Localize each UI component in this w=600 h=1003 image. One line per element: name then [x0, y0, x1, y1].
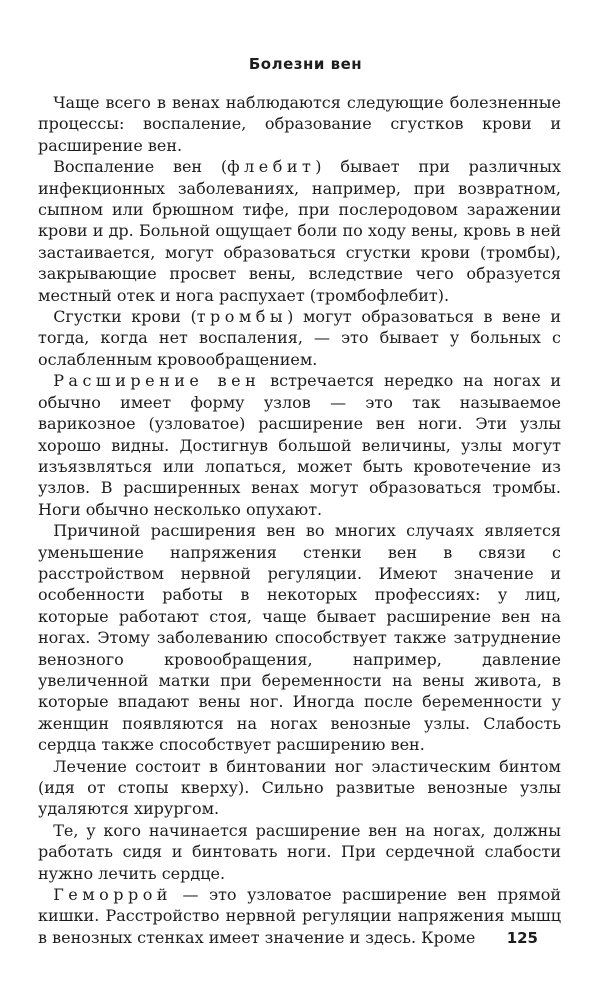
emphasized-term: Геморрой [53, 885, 172, 905]
paragraph-text: ) могут образоваться в вене и тогда, когда нет воспаления, — это бывает у больных с ослабленным кровообращением. [38, 307, 562, 369]
paragraph-causes: Причиной расширения вен во многих случаях является уменьшение напряжения стенки вен в связи с расстройством нервной регуляции. Имеют значение и особенности работы в некоторых профессиях: у лиц, которые работают стоя, чаще бывает расширение вен на ногах. Этому заболеванию способствует также затруднение венозного кровообращения, например, давление увеличенной матки при беременности на вены живота, в которые впадают вены ног. Иногда после беременности у женщин появляются на ногах венозные узлы. Слабость сердца также способствует расширению вен. [38, 521, 561, 755]
emphasized-term: тромбы [196, 307, 288, 327]
paragraph-thrombi [38, 306, 561, 370]
paragraph-intro: Чаще всего в венах наблюдаются следующие болезненные процессы: воспаление, образование сгустков крови и расширение вен. [38, 93, 561, 155]
paragraph-advice: Те, у кого начинается расширение вен на ногах, должны работать сидя и бинтовать ноги. При сердечной слабости нужно лечить сердце. [38, 820, 561, 883]
paragraph-text: — это узловатое расширение вен прямой кишки. Расстройство нервной регуляции напряжения мышц в венозных стенках имеет значение и здесь. Кроме [38, 885, 561, 947]
paragraph-hemorrhoids [38, 884, 561, 948]
paragraph-treatment: Лечение состоит в бинтовании ног эластическим бинтом (идя от стопы кверху). Сильно развитые венозные узлы удаляются хирургом. [38, 756, 561, 819]
emphasized-term: Расширение вен [53, 371, 261, 391]
page-number: 125 [506, 929, 538, 947]
paragraph-text: ) бывает при различных инфекционных заболеваниях, например, при возвратном, сыпном или брюшном тифе, при послеродовом заражении крови и др. Больной ощущает боли по ходу вены, кровь в ней застаивается, могут образоваться сгустки крови (тромбы), закрывающие просвет вены, вследствие чего образуется местный отек и нога распухает (тромбофлебит). [38, 157, 561, 305]
paragraph-text: Воспаление вен ( [53, 157, 228, 177]
section-heading: Болезни вен [248, 55, 363, 73]
paragraph-varicose [38, 370, 561, 520]
emphasized-term: флебит [227, 157, 316, 177]
paragraph-phlebitis [38, 156, 561, 306]
paragraph-text: встречается нередко на ногах и обычно имеет форму узлов — это так называемое варикозное (узловатое) расширение вен ноги. Эти узлы хорошо видны. Достигнув большой величины, узлы могут изъязвляться или лопаться, может быть кровотечение из узлов. В расширенных венах могут образоваться тромбы. Ноги обычно несколько опухают. [38, 371, 562, 519]
paragraph-text: Сгустки крови ( [53, 307, 197, 327]
page-body [38, 55, 561, 948]
